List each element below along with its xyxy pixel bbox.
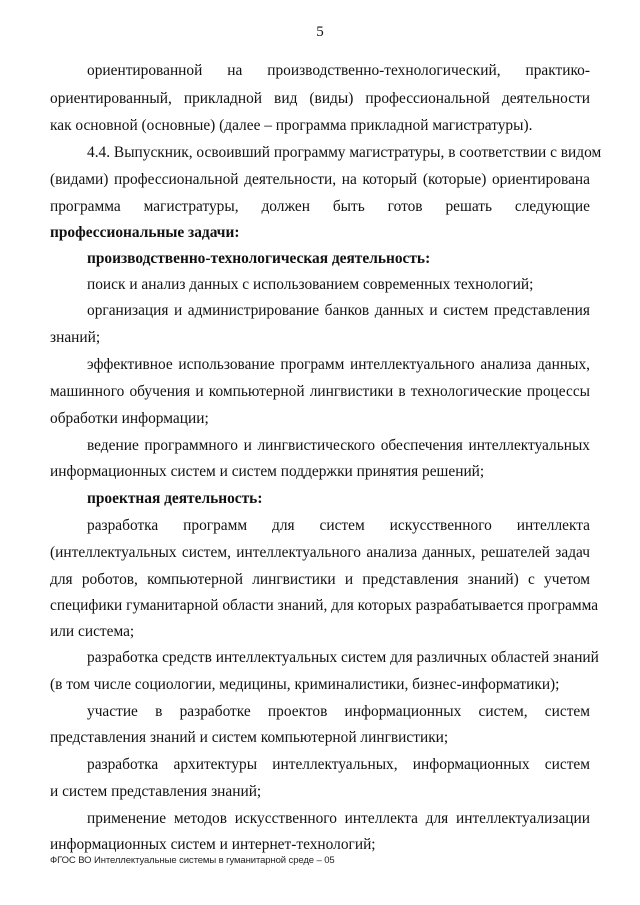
text-line: информационных систем и систем поддержки принятия решений; bbox=[50, 463, 485, 480]
section-heading: проектная деятельность: bbox=[87, 490, 263, 507]
text-line: разработка архитектуры интеллектуальных, информационных систем bbox=[87, 756, 590, 773]
text-line: разработка средств интеллектуальных систем для различных областей знаний bbox=[87, 649, 599, 666]
text-line: (интеллектуальных систем, интеллектуального анализа данных, решателей задач bbox=[50, 544, 590, 561]
text-line: и систем представления знаний; bbox=[50, 783, 262, 800]
text-line: участие в разработке проектов информационных систем, систем bbox=[87, 703, 590, 720]
text-line: ориентированной на производственно-технологический, практико- bbox=[87, 62, 590, 79]
text-line: обработки информации; bbox=[50, 410, 209, 427]
text-line: разработка программ для систем искусственного интеллекта bbox=[87, 517, 590, 534]
text-line: организация и администрирование банков данных и систем представления bbox=[87, 302, 590, 319]
text-line: 4.4. Выпускник, освоивший программу магистратуры, в соответствии с видом bbox=[87, 144, 602, 161]
page-number: 5 bbox=[316, 24, 324, 40]
text-line: (видами) профессиональной деятельности, на который (которые) ориентирована bbox=[50, 171, 590, 188]
text-line: поиск и анализ данных с использованием современных технологий; bbox=[87, 276, 534, 293]
text-line: для роботов, компьютерной лингвистики и представления знаний) с учетом bbox=[50, 571, 590, 588]
text-line: (в том числе социологии, медицины, криминалистики, бизнес-информатики); bbox=[50, 676, 560, 693]
footer-document-code: ФГОС ВО Интеллектуальные системы в гуманитарной среде – 05 bbox=[50, 855, 335, 866]
text-line: или система; bbox=[50, 623, 135, 640]
text-line: информационных систем и интернет-технологий; bbox=[50, 836, 376, 853]
text-line: ориентированный, прикладной вид (виды) профессиональной деятельности bbox=[50, 90, 590, 107]
section-heading: производственно-технологическая деятельность: bbox=[87, 250, 431, 267]
text-line: эффективное использование программ интеллектуального анализа данных, bbox=[87, 356, 590, 373]
text-line: применение методов искусственного интеллекта для интеллектуализации bbox=[87, 810, 590, 827]
text-line: ведение программного и лингвистического обеспечения интеллектуальных bbox=[87, 437, 590, 454]
text-line: программа магистратуры, должен быть готов решать следующие bbox=[50, 198, 590, 215]
text-line: знаний; bbox=[50, 329, 101, 346]
section-heading: профессиональные задачи: bbox=[50, 224, 240, 241]
text-line: машинного обучения и компьютерной лингвистики в технологические процессы bbox=[50, 383, 590, 400]
text-line: как основной (основные) (далее – программа прикладной магистратуры). bbox=[50, 117, 533, 134]
text-line: специфики гуманитарной области знаний, для которых разрабатывается программа bbox=[50, 597, 599, 614]
text-line: представления знаний и систем компьютерной лингвистики; bbox=[50, 729, 449, 746]
